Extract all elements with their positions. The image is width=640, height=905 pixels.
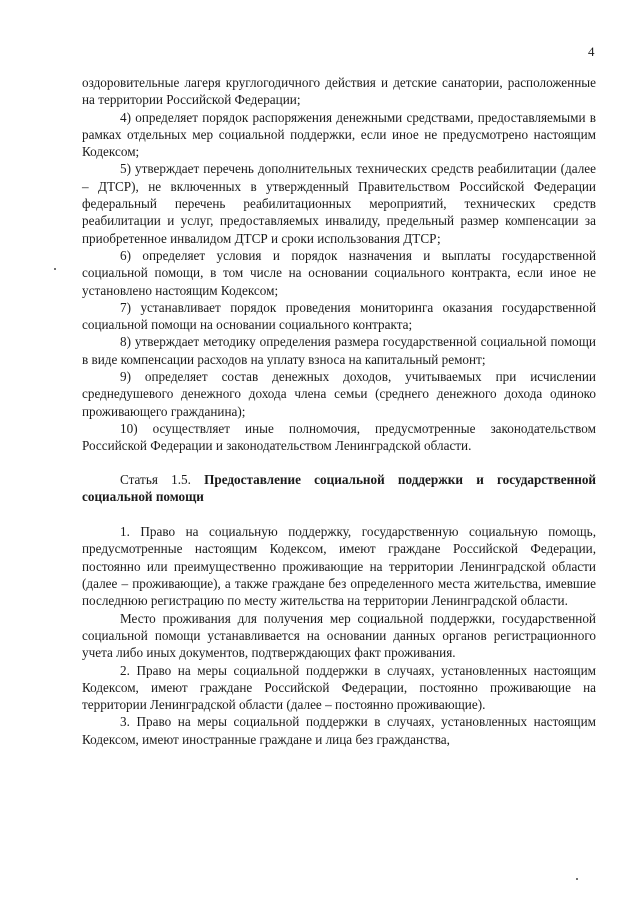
clause-3: 3. Право на меры социальной поддержки в случаях, установленных настоящим Кодексом, имеют иностранные граждане и лица без гражданства, [82, 714, 596, 747]
list-item-9: 9) определяет состав денежных доходов, учитываемых при исчислении среднедушевого денежного дохода члена семьи (среднего денежного дохода одиноко проживающего гражданина); [82, 369, 596, 419]
clause-1: 1. Право на социальную поддержку, государственную социальную помощь, предусмотренные настоящим Кодексом, имеют граждане Российской Федерации, постоянно или преимущественно проживающие на территории Ленинградской области (далее – проживающие), а также граждане без определенного места жительства, имевшие последнюю регистрацию по месту жительства на территории Ленинградской области. [82, 524, 596, 609]
scan-speck [54, 268, 56, 270]
clause-2: 2. Право на меры социальной поддержки в случаях, установленных настоящим Кодексом, имеют граждане Российской Федерации, постоянно проживающие на территории Ленинградской области (далее – постоянно проживающие). [82, 662, 596, 713]
clause-1-residence: Место проживания для получения мер социальной поддержки, государственной социальной помощи устанавливается на основании данных органов регистрационного учета либо иных документов, подтверждающих факт проживания. [82, 610, 596, 661]
article-number: Статья 1.5. [120, 471, 191, 487]
article-title: Предоставление социальной поддержки и государственной социальной помощи [82, 471, 597, 504]
paragraph-continuation: оздоровительные лагеря круглогодичного действия и детские санатории, расположенные на территории Российской Федерации; [82, 75, 596, 108]
list-item-4: 4) определяет порядок распоряжения денежными средствами, предоставляемыми в рамках отдельных мер социальной поддержки, если иное не предусмотрено настоящим Кодексом; [82, 109, 596, 160]
article-heading [82, 471, 596, 506]
list-item-8: 8) утверждает методику определения размера государственной социальной помощи в виде компенсации расходов на уплату взноса на капитальный ремонт; [82, 334, 596, 367]
list-item-10: 10) осуществляет иные полномочия, предусмотренные законодательством Российской Федерации и законодательством Ленинградской области. [82, 420, 596, 454]
document-body [82, 74, 596, 748]
section-before [82, 74, 596, 455]
section-after [82, 523, 596, 748]
scan-speck [576, 878, 578, 880]
list-item-7: 7) устанавливает порядок проведения мониторинга оказания государственной социальной помощи на основании социального контракта; [82, 299, 596, 333]
list-item-6: 6) определяет условия и порядок назначения и выплаты государственной социальной помощи, в том числе на основании социального контракта, если иное не установлено настоящим Кодексом; [82, 247, 596, 298]
page-number: 4 [588, 44, 595, 59]
list-item-5: 5) утверждает перечень дополнительных технических средств реабилитации (далее – ДТСР), не включенных в утвержденный Правительством Российской Федерации федеральный перечень реабилитационных мероприятий, технических средств реабилитации и услуг, предоставляемых инвалиду, предельный размер компенсации за приобретенное инвалидом ДТСР и сроки использования ДТСР; [82, 161, 596, 246]
